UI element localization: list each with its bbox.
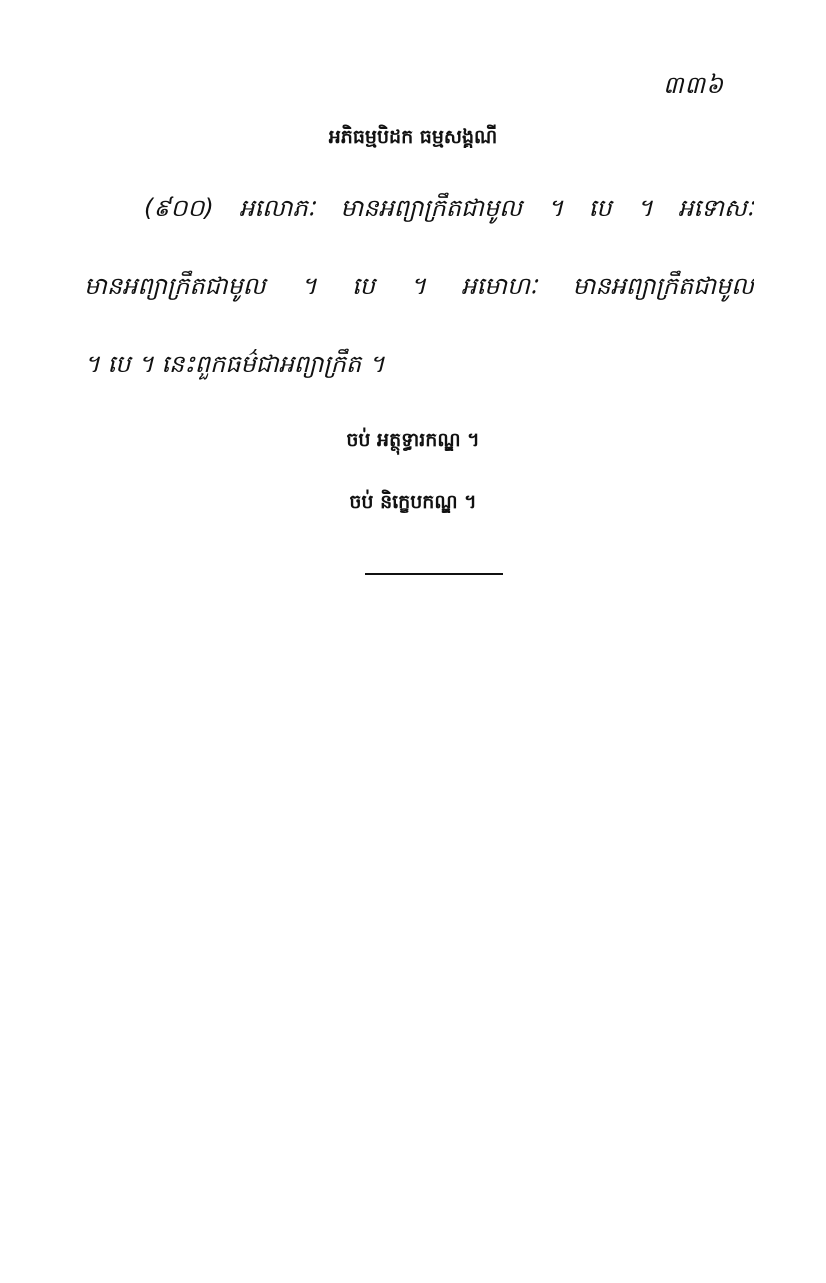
section-endings (0, 418, 826, 542)
end-rule-divider (365, 573, 503, 575)
running-header: អភិធម្មបិដក ធម្មសង្គណី (328, 126, 498, 148)
paragraph-line: មានអព្យាក្រឹតជាមូល ។ បេ ។ អមោហៈ មានអព្យាក្រឹតជាមូល (84, 272, 754, 300)
ending-line-1: ចប់ អត្ថុទ្ធារកណ្ឌ ។ (346, 429, 480, 451)
ending-line-2: ចប់ និក្ខេបកណ្ឌ ។ (349, 491, 477, 513)
paragraph-line: ។ បេ ។ នេះពួកធម៌ជាអព្យាក្រឹត ។ (84, 350, 385, 378)
paragraph-900 (84, 183, 754, 417)
page-number: ៣៣៦ (662, 71, 724, 99)
paragraph-line: (៩០០) អលោភៈ មានអព្យាក្រឹតជាមូល ។ បេ ។ អទោសៈ (144, 194, 754, 222)
